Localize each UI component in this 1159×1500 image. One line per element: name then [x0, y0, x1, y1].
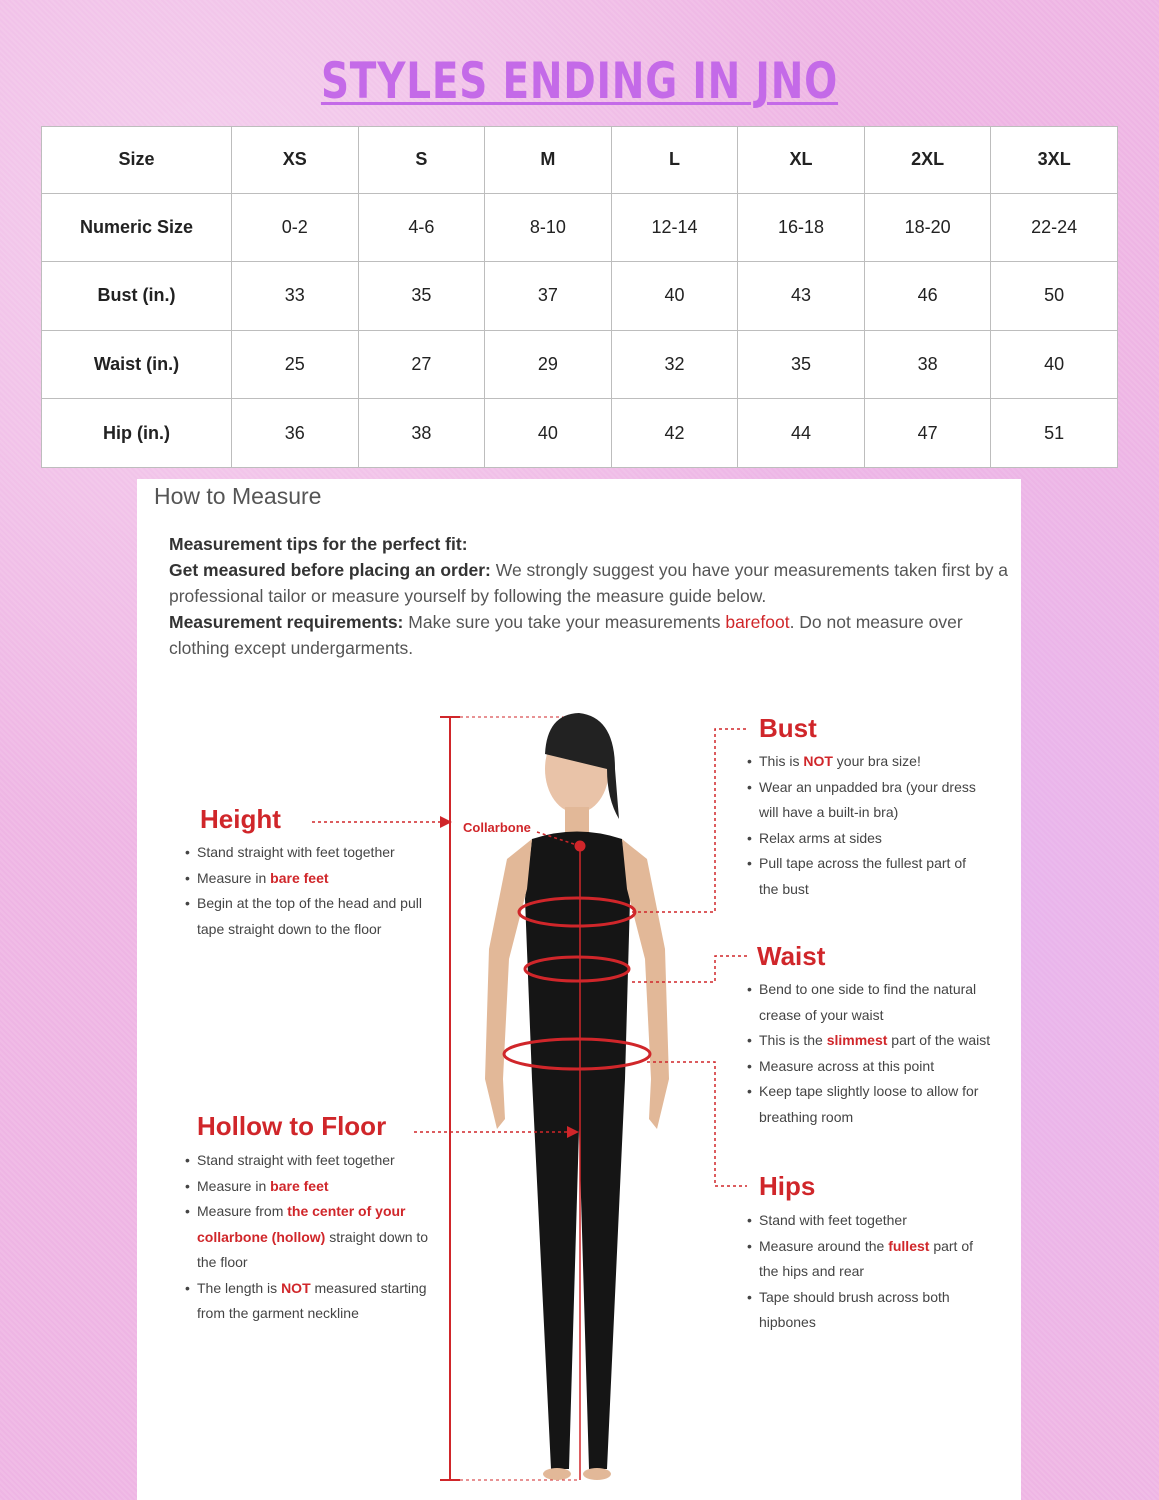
table-cell: 37: [485, 262, 612, 331]
tips-heading: Measurement tips for the perfect fit:: [169, 534, 468, 554]
table-row: [42, 262, 1118, 331]
header-cell: L: [611, 127, 738, 194]
table-cell: 22-24: [991, 193, 1118, 262]
list-item: • The length is NOT measured starting from the garment neckline: [185, 1276, 441, 1327]
waist-bullets: [747, 977, 1009, 1130]
table-cell: 43: [738, 262, 865, 331]
table-cell: 0-2: [232, 193, 359, 262]
list-item: • Measure in bare feet: [185, 866, 423, 892]
table-cell: 18-20: [864, 193, 991, 262]
measure-guide-panel: [137, 479, 1021, 1500]
header-cell: 3XL: [991, 127, 1118, 194]
hips-title: Hips: [759, 1171, 816, 1201]
list-item: • Begin at the top of the head and pull tape straight down to the floor: [185, 891, 423, 942]
list-item: • Tape should brush across both hipbones: [747, 1285, 987, 1336]
guide-title: How to Measure: [154, 483, 322, 509]
table-header-row: [42, 127, 1118, 194]
table-cell: 35: [358, 262, 485, 331]
table-cell: 40: [991, 330, 1118, 399]
list-item: • Measure from the center of your collarbone (hollow) straight down to the floor: [185, 1199, 441, 1276]
list-item: • Keep tape slightly loose to allow for breathing room: [747, 1079, 1009, 1130]
list-item: • Stand straight with feet together: [185, 840, 423, 866]
list-item: • Measure in bare feet: [185, 1174, 441, 1200]
table-cell: 40: [611, 262, 738, 331]
row-label: Numeric Size: [42, 193, 232, 262]
bust-bullets: [747, 749, 987, 902]
header-cell: Size: [42, 127, 232, 194]
hollow-title: Hollow to Floor: [197, 1111, 387, 1141]
table-cell: 33: [232, 262, 359, 331]
table-cell: 47: [864, 399, 991, 468]
table-row: [42, 193, 1118, 262]
table-cell: 27: [358, 330, 485, 399]
hips-bullets: [747, 1208, 987, 1336]
tip2-text-end: . Do not measure over clothing except undergarments.: [169, 612, 963, 658]
list-item: • Measure across at this point: [747, 1054, 1009, 1080]
height-bullets: [185, 840, 423, 942]
row-label: Bust (in.): [42, 262, 232, 331]
table-cell: 51: [991, 399, 1118, 468]
table-cell: 38: [358, 399, 485, 468]
waist-title: Waist: [757, 941, 826, 971]
table-cell: 32: [611, 330, 738, 399]
list-item: • Stand with feet together: [747, 1208, 987, 1234]
table-cell: 38: [864, 330, 991, 399]
bust-title: Bust: [759, 713, 817, 743]
table-row: [42, 330, 1118, 399]
size-chart-table: [41, 126, 1118, 468]
list-item: • This is the slimmest part of the waist: [747, 1028, 1009, 1054]
table-cell: 8-10: [485, 193, 612, 262]
list-item: • Relax arms at sides: [747, 826, 987, 852]
tip1-label: Get measured before placing an order:: [169, 560, 491, 580]
table-cell: 40: [485, 399, 612, 468]
table-cell: 4-6: [358, 193, 485, 262]
list-item: • Pull tape across the fullest part of the bust: [747, 851, 987, 902]
header-cell: 2XL: [864, 127, 991, 194]
height-title: Height: [200, 804, 281, 834]
page-title: STYLES ENDING IN JNO: [320, 52, 839, 110]
list-item: • Stand straight with feet together: [185, 1148, 441, 1174]
table-cell: 44: [738, 399, 865, 468]
barefoot-highlight: barefoot: [725, 612, 790, 632]
header-cell: S: [358, 127, 485, 194]
table-cell: 42: [611, 399, 738, 468]
table-cell: 46: [864, 262, 991, 331]
header-cell: XL: [738, 127, 865, 194]
list-item: • Wear an unpadded bra (your dress will have a built-in bra): [747, 775, 987, 826]
table-cell: 16-18: [738, 193, 865, 262]
header-cell: XS: [232, 127, 359, 194]
row-label: Waist (in.): [42, 330, 232, 399]
table-cell: 35: [738, 330, 865, 399]
tip2-label: Measurement requirements:: [169, 612, 404, 632]
collarbone-label: Collarbone: [463, 820, 531, 835]
tip2-text: Make sure you take your measurements: [403, 612, 726, 632]
hollow-bullets: [185, 1148, 441, 1327]
tip1-text: We strongly suggest you have your measurements taken first by a professional tailor or measure yourself by following the measure guide below.: [169, 560, 1009, 606]
table-cell: 50: [991, 262, 1118, 331]
table-cell: 36: [232, 399, 359, 468]
table-cell: 29: [485, 330, 612, 399]
list-item: • Measure around the fullest part of the hips and rear: [747, 1234, 987, 1285]
list-item: • This is NOT your bra size!: [747, 749, 987, 775]
table-cell: 12-14: [611, 193, 738, 262]
header-cell: M: [485, 127, 612, 194]
table-cell: 25: [232, 330, 359, 399]
row-label: Hip (in.): [42, 399, 232, 468]
list-item: • Bend to one side to find the natural crease of your waist: [747, 977, 1009, 1028]
table-row: [42, 399, 1118, 468]
